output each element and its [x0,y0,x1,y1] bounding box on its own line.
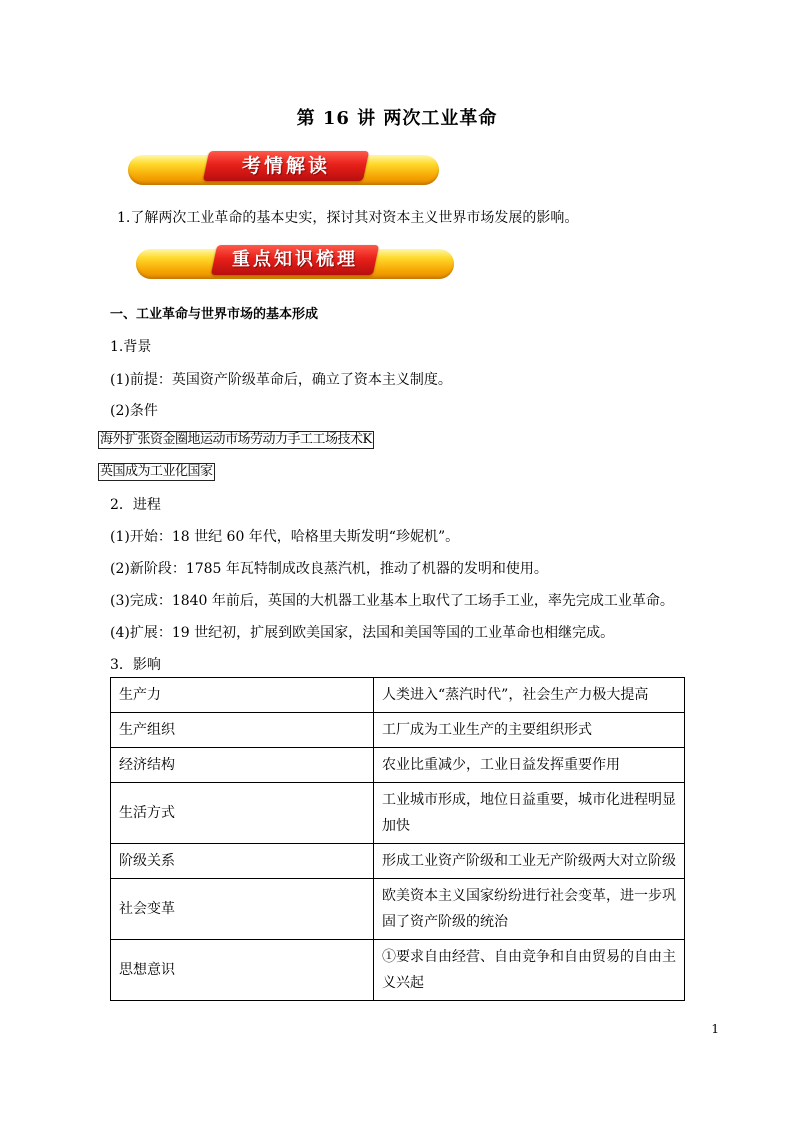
impact-content: 工业城市形成，地位日益重要，城市化进程明显加快 [374,783,685,844]
background-premise: (1)前提：英国资产阶级革命后，确立了资本主义制度。 [110,372,452,388]
impact-aspect: 阶级关系 [111,844,374,879]
table-row [111,783,685,844]
background-heading: 1.背景 [110,339,152,355]
impact-content: ①要求自由经营、自由竞争和自由贸易的自由主义兴起 [374,940,685,1001]
conditions-diagram-row: 海外扩张资金圈地运动市场劳动力手工工场技术K [100,432,372,447]
process-item: (3)完成：1840 年前后，英国的大机器工业基本上取代了工场手工业，率先完成工业革命。 [110,593,674,609]
impact-content: 人类进入“蒸汽时代”，社会生产力极大提高 [374,678,685,713]
table-row [111,748,685,783]
impact-aspect: 社会变革 [111,879,374,940]
process-item: (2)新阶段：1785 年瓦特制成改良蒸汽机，推动了机器的发明和使用。 [110,561,548,577]
section-heading: 一、工业革命与世界市场的基本形成 [110,307,319,322]
process-item: (1)开始：18 世纪 60 年代，哈格里夫斯发明“珍妮机”。 [110,529,460,545]
banner-exam-analysis-label: 考情解读 [241,155,330,177]
impact-content: 欧美资本主义国家纷纷进行社会变革，进一步巩固了资产阶级的统治 [374,879,685,940]
table-row [111,879,685,940]
impact-table [110,677,685,1001]
impact-aspect: 生产力 [111,678,374,713]
impact-content: 形成工业资产阶级和工业无产阶级两大对立阶级 [374,844,685,879]
impact-aspect: 经济结构 [111,748,374,783]
impact-content: 农业比重减少，工业日益发挥重要作用 [374,748,685,783]
impact-aspect: 思想意识 [111,940,374,1001]
page-title: 第 16 讲 两次工业革命 [296,108,498,129]
impact-heading: 3．影响 [110,657,161,673]
banner-key-knowledge-label: 重点知识梳理 [232,249,358,270]
banner-exam-analysis [128,151,439,185]
conditions-diagram-result: 英国成为工业化国家 [100,464,213,479]
table-row [111,844,685,879]
process-heading: 2．进程 [110,497,161,513]
background-conditions: (2)条件 [110,403,158,419]
objective-text: 1.了解两次工业革命的基本史实，探讨其对资本主义世界市场发展的影响。 [117,210,579,226]
table-row [111,940,685,1001]
page-number: 1 [711,1022,719,1036]
impact-aspect: 生活方式 [111,783,374,844]
process-item: (4)扩展：19 世纪初，扩展到欧美国家，法国和美国等国的工业革命也相继完成。 [110,625,615,641]
table-row [111,713,685,748]
impact-content: 工厂成为工业生产的主要组织形式 [374,713,685,748]
table-row [111,678,685,713]
impact-aspect: 生产组织 [111,713,374,748]
banner-key-knowledge [136,245,454,279]
